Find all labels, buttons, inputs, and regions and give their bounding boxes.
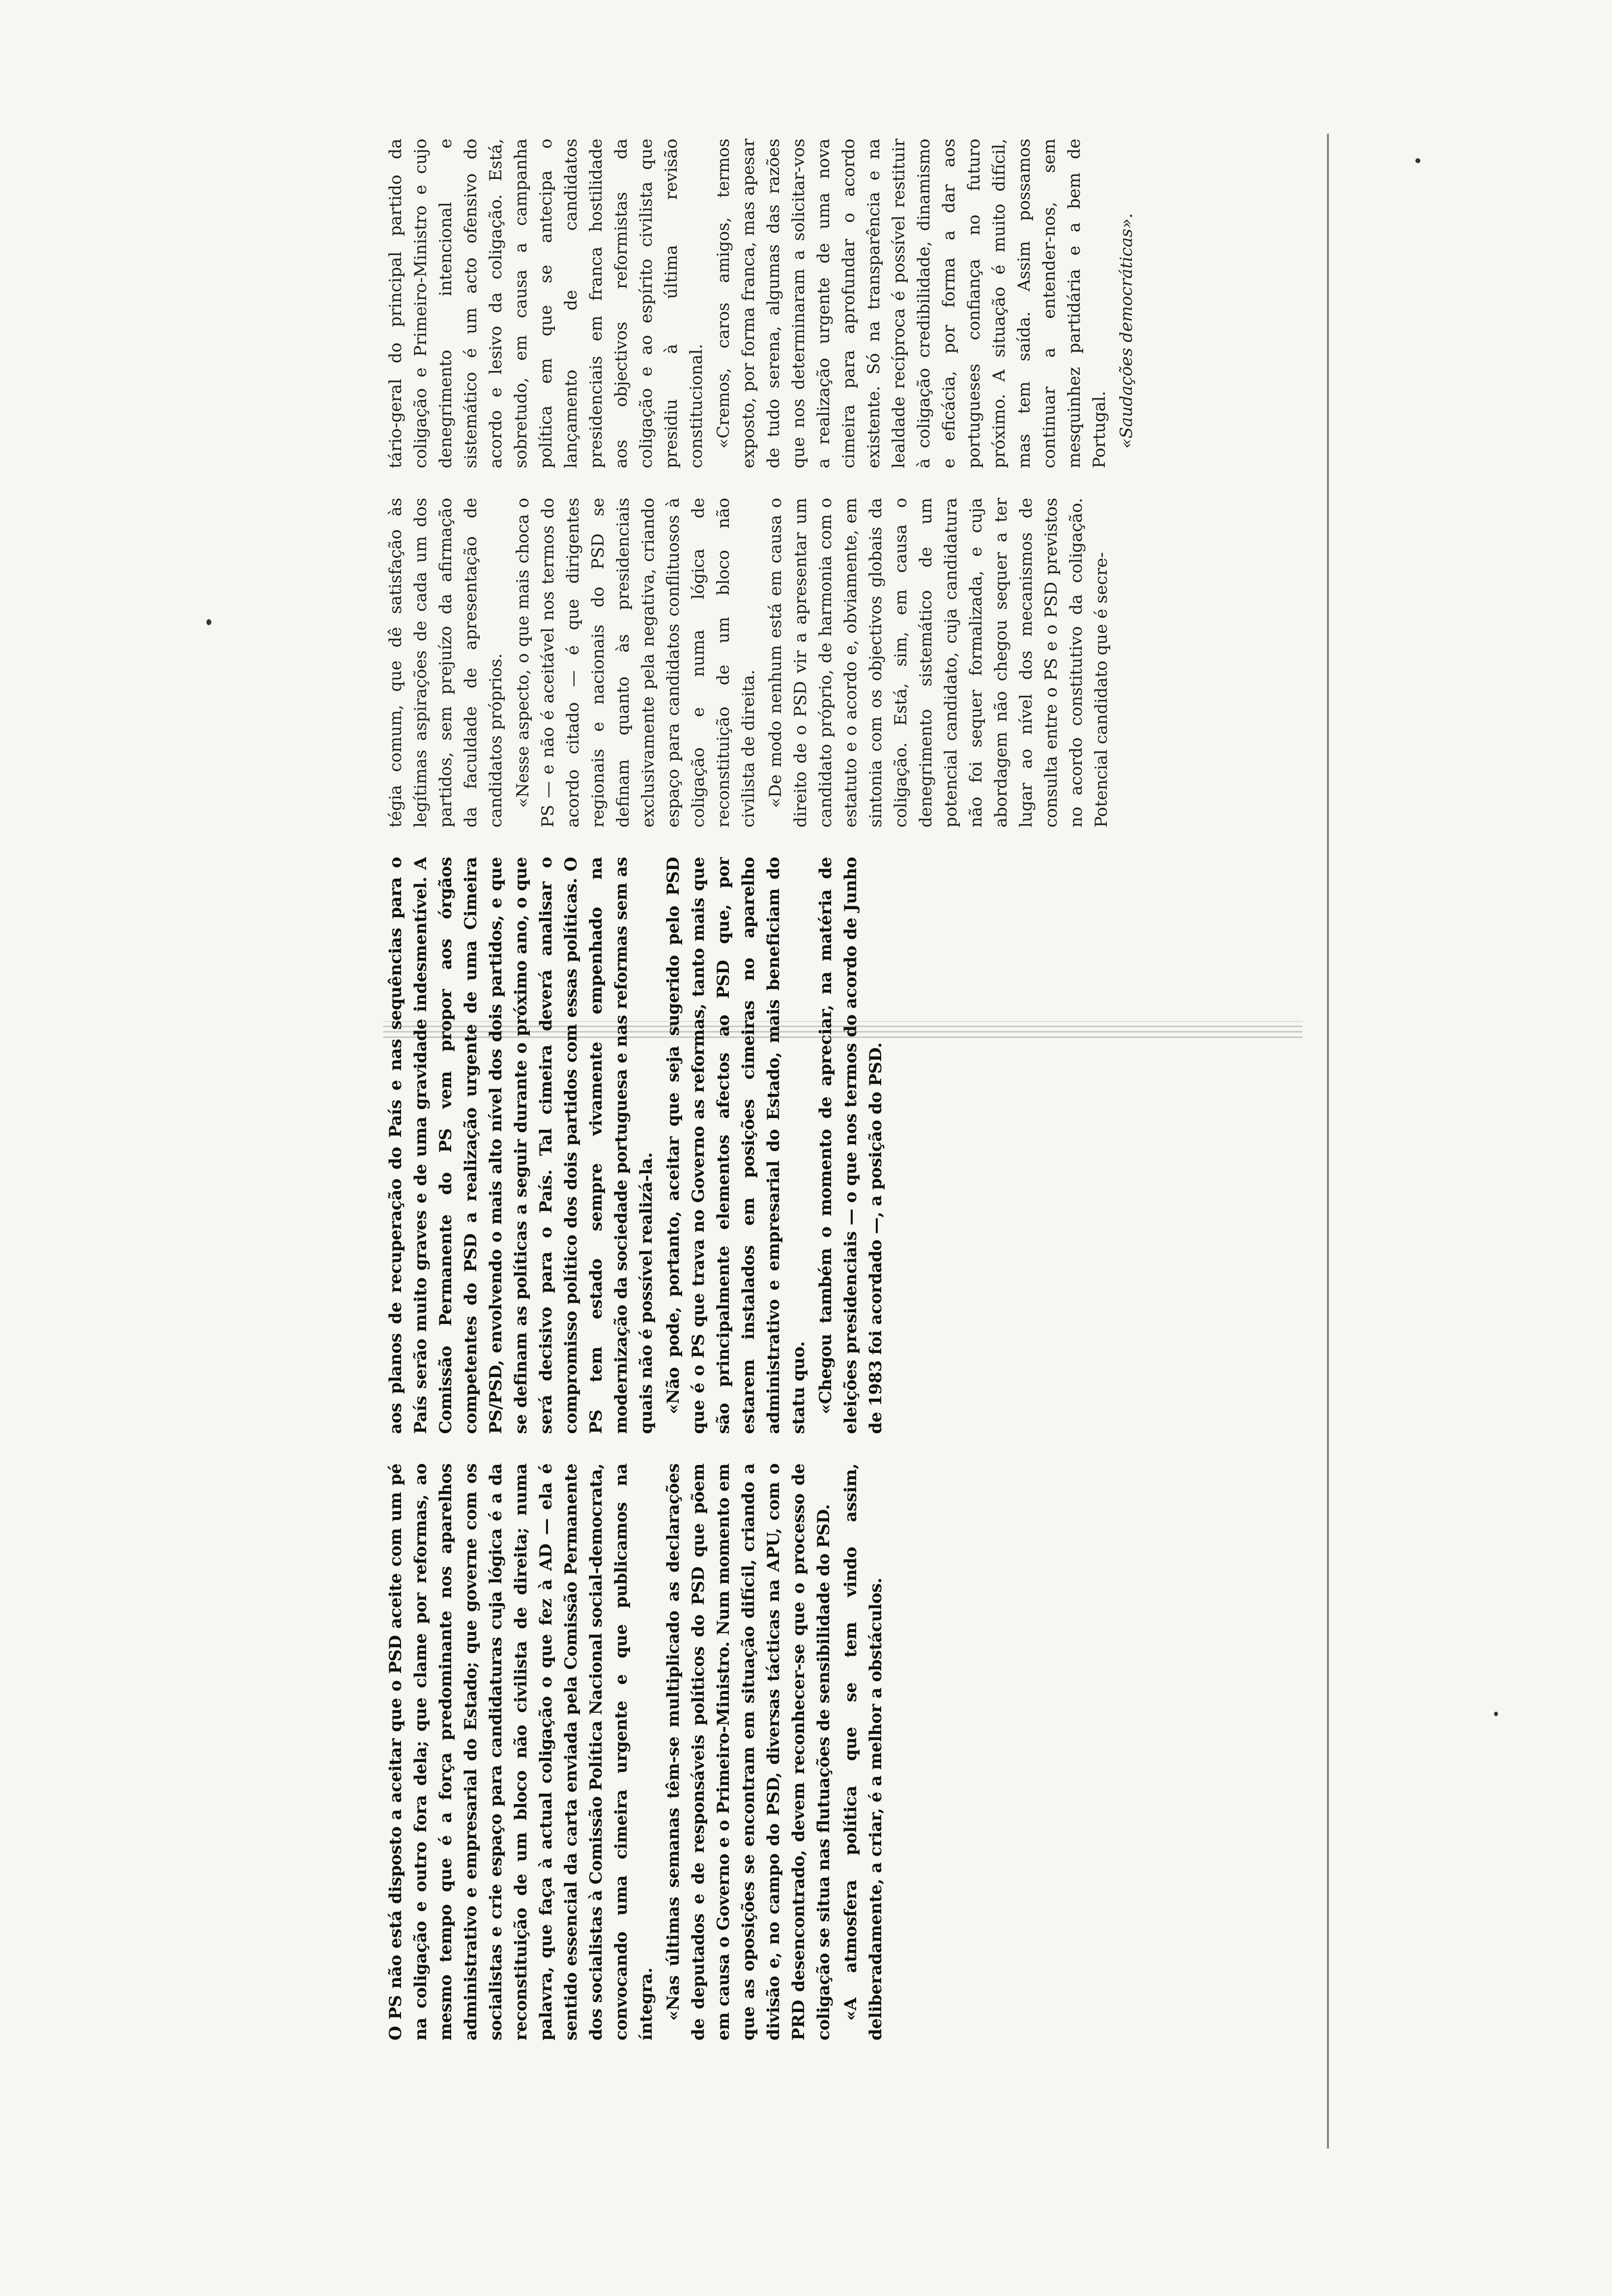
article-paragraph: «Cremos, caros amigos, termos exposto, por forma franca, mas apesar de tudo serena, algumas das razões que nos determinaram a solicitar-vos a realização urgente de uma nova cimeira para aprofundar o acordo existente. Só na transparência e na lealdade recíproca é possível restituir à coligação credibilidade, dinamismo e eficácia, por forma a dar aos portugueses confiança no futuro próximo. A situação é muito difícil, mas tem saída. Assim possamos continuar a entender-nos, sem mesquinhez partidária e a bem de Portugal.: [714, 139, 1109, 468]
article-paragraph: «De modo nenhum está em causa o direito de o PSD vir a apresentar um candidato próprio, de harmonia com o estatuto e o acordo e, obviamente, em sintonia com os objectivos globais da coligação. Está, sim, em causa o denegrimento sistemático de um potencial candidato, cuja candidatura não foi sequer formalizada, e cuja abordagem não chegou sequer a ter lugar ao nível dos mecanismos de consulta entre o PS e o PSD previstos no acordo constitutivo da coligação. Potencial candidato que é secre-: [766, 497, 1111, 828]
article-paragraph: tégia comum, que dê satisfação às legítimas aspirações de cada um dos partidos, sem prejuízo da afirmação da faculdade de apresentação de candidatos próprios.: [386, 497, 506, 828]
article-paragraph: «Não pode, portanto, aceitar que seja sugerido pelo PSD que é o PS que trava no Governo as reformas, tanto mais que são principalmente elementos afectos ao PSD que, por estarem instalados em posições cimeiras no aparelho administrativo e empresarial do Estado, mais beneficiam do statu quo.: [663, 857, 808, 1434]
article-column-2: [383, 857, 1307, 1434]
article-paragraph: «Nesse aspecto, o que mais choca o PS — e não é aceitável nos termos do acordo citado — é que dirigentes regionais e nacionais do PSD se definam quanto às presidenciais exclusivamente pela negativa, criando espaço para candidatos conflituosos à coligação e numa lógica de reconstituição de um bloco não civilista de direita.: [513, 497, 758, 828]
article-paragraph: aos planos de recuperação do País e nas sequências para o País serão muito graves e de uma gravidade indesmentível. A Comissão Permanente do PS vem propor aos órgãos competentes do PSD a realização urgente de uma Cimeira PS/PSD, envolvendo o mais alto nível dos dois partidos, e que se definam as políticas a seguir durante o próximo ano, o que será decisivo para o País. Tal cimeira deverá analisar o compromisso político dos dois partidos com essas políticas. O PS tem estado sempre vivamente empenhado na modernização da sociedade portuguesa e nas reformas sem as quais não é possível realizá-la.: [386, 857, 656, 1434]
article-paragraph: O PS não está disposto a aceitar que o PSD aceite com um pé na coligação e outro fora dela; que clame por reformas, ao mesmo tempo que é a força predominante nos aparelhos administrativo e empresarial do Estado; que governe com os socialistas e crie espaço para candidaturas cuja lógica é a da reconstituição de um bloco não civilista de direita; numa palavra, que faça à actual coligação o que fez à AD — ela é sentido essencial da carta enviada pela Comissão Permanente dos socialistas à Comissão Política Nacional social-democrata, convocando uma cimeira urgente e que publicamos na íntegra.: [386, 1463, 656, 2040]
scan-speck: [1494, 1712, 1498, 1716]
newspaper-clipping: [383, 139, 1307, 2040]
article-column-3: [383, 498, 1307, 828]
scan-fold-line: [1327, 134, 1329, 2149]
article-column-4: [383, 139, 1307, 468]
article-paragraph: «A atmosfera política que se tem vindo assim, deliberadamente, a criar, é a melhor a obstáculos.: [841, 1463, 886, 2040]
article-paragraph: «Chegou também o momento de apreciar, na matéria de eleições presidenciais — o que nos termos do acordo de Junho de 1983 foi acordado —, a posição do PSD.: [816, 857, 886, 1434]
scan-speck: [206, 619, 211, 625]
article-signoff: «Saudações democráticas».: [1117, 213, 1136, 449]
article-column-1: [383, 1464, 1307, 2040]
scan-speck: [1415, 158, 1420, 163]
article-paragraph: «Nas últimas semanas têm-se multiplicado as declarações de deputados e de responsáveis políticos do PSD que põem em causa o Governo e o Primeiro-Ministro. Num momento em que as oposições se encontram em situação difícil, criando a divisão e, no campo do PSD, diversas tácticas na APU, com o PRD desencontrado, devem reconhecer-se que o processo de coligação se situa nas flutuações de sensibilidade do PSD.: [663, 1463, 834, 2040]
article-paragraph: tário-geral do principal partido da coligação e Primeiro-Ministro e cujo denegrimento intencional e sistemático é um acto ofensivo do acordo e lesivo da coligação. Está, sobretudo, em causa a campanha política em que se antecipa o lançamento de candidatos presidenciais em franca hostilidade aos objectivos reformistas da coligação e ao espírito civilista que presidiu à última revisão constitucional.: [386, 139, 706, 468]
